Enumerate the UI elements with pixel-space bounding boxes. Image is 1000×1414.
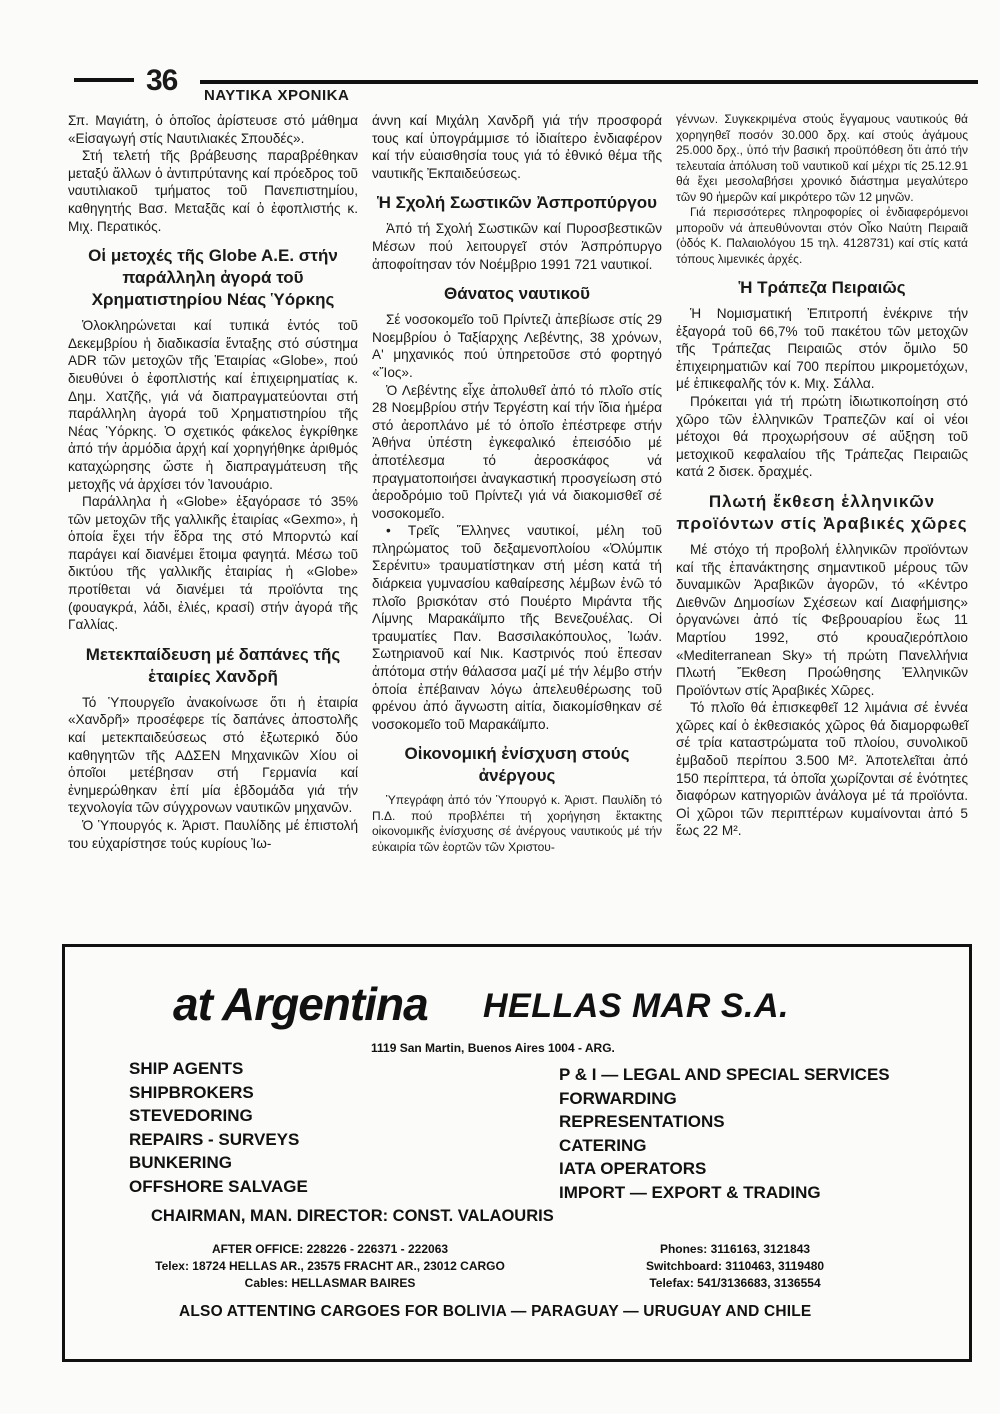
paragraph: Ὁ Λεβέντης εἶχε ἀπολυθεῖ ἀπό τό πλοῖο στίς 28 Νοεμβρίου στήν Τεργέστη καί τήν ἴδια ἡμέρα στό ἀεροπλάνο μέ τό ὁποῖο ἐπέστρεφε στήν Ἀθήνα ὑπέστη ἐγκεφαλικό ἐπεισόδιο μέ ἀποτέλεσμα τό ἀεροσκάφος νά πραγματοποιήσει ἀναγκαστική προσγείωση στό ἀεροδρόμιο τοῦ Πρίντεζι γιά νά διακομισθεῖ σέ νοσοκομεῖο. [372, 382, 662, 521]
ad-after-office: AFTER OFFICE: 228226 - 226371 - 222063 [211, 1242, 449, 1256]
paragraph: Τό Ὑπουργεῖο ἀνακοίνωσε ὅτι ἡ ἑταιρία «Χανδρῆ» προσέφερε τίς δαπάνες ἀποστολῆς καί μετεκπαιδεύσεως στό ἐξωτερικό δύο καθηγητῶν τῆς ΑΔΣΕΝ Μηχανικῶν Χίου οἱ ὁποῖοι μετέβησαν στή Γερμανία καί ἐνημερώθηκαν ἐπί μία ἑβδομάδα γιά τήν τεχνολογία τῶν σύγχρονων ναυτικῶν μηχανῶν. [68, 694, 358, 816]
paragraph: γέννων. Συγκεκριμένα στούς ἔγγαμους ναυτικούς θά χορηγηθεῖ ποσόν 30.000 δρχ. καί στούς ἀγάμους 25.000 δρχ., ὑπό τήν βασική προϋπόθεση ὅτι ἀπό τήν τελευταία ἀπόλυση τοῦ ναυτικοῦ καί μέχρι τίς 25.12.91 θά ἔχει μεσολαβήσει χρονικό διάστημα μεγαλύτερο τῶν 90 ἡμερῶν καί μικρότερο τῶν 12 μηνῶν. [676, 112, 968, 204]
paragraph: Μέ στόχο τή προβολή ἑλληνικῶν προϊόντων καί τῆς ἐπανάκτησης σημαντικοῦ μέρους τῶν δυναμικῶν Ἀραβικῶν ἀγορῶν, τό «Κέντρο Διεθνῶν Δημοσίων Σχέσεων καί Διαφήμισης» ὀργανώνει ἀπό τίς Φεβρουαρίου ἕως 11 Μαρτίου 1992, στό κρουαζιερόπλοιο «Mediterranean Sky» τή πρώτη Πανελλήνια Πλωτή Ἔκθεση Προώθησης Ἑλληνικῶν Προϊόντων στίς Ἀραβικές Χῶρες. [676, 541, 968, 698]
article-title-death: Θάνατος ναυτικοῦ [444, 284, 590, 304]
ad-telefax: Telefax: 541/3136683, 3136554 [649, 1276, 821, 1290]
list-item: CATERING [559, 1135, 647, 1155]
ad-telex: Telex: 18724 HELLAS AR., 23575 FRACHT AR., 23012 CARGO [155, 1259, 505, 1273]
ad-chairman: CHAIRMAN, MAN. DIRECTOR: CONST. VALAOURIS [151, 1207, 554, 1225]
paragraph: άννη καί Μιχάλη Χανδρῆ γιά τήν προσφορά τους καί ὑπογράμμισε τό ἰδιαίτερο ἐνδιαφέρον καί τήν εὐαισθησία τους γιά τό ἐθνικό θέμα τῆς ναυτικῆς Ἐκπαιδεύσεως. [372, 113, 662, 181]
list-item: FORWARDING [559, 1088, 677, 1108]
paragraph: • Τρεῖς Ἕλληνες ναυτικοί, μέλη τοῦ πληρώματος τοῦ δεξαμενοπλοίου «Ὀλύμπικ Σερένιτυ» τραυματίστηκαν στή μέση κατά τή διάρκεια γυμνασίου καθαίρεσης λέμβων ἐνῶ τό πλοῖο βρισκόταν στό Πουέρτο Μιράντα τῆς Λίμνης Μαρακάϊμπο τῆς Βενεζουέλας. Οἱ τραυματίες Παν. Βασσιλακόπουλος, Ἰωάν. Σωτηριανοῦ καί Νικ. Καστρινός πού ἔπεσαν ἀπότομα στήν θάλασσα μαζί μέ τήν λέμβο στήν ὁποία ἐπέβαιναν λόγω ἀπελευθέρωσης τοῦ φρένου ἀπό ἄγνωστη αἰτία, διακομίσθηκαν σέ νοσοκομεῖο τοῦ Μαρακάϊμπο. [372, 523, 662, 732]
ad-location: at Argentina [173, 978, 428, 1030]
header-rule-right [200, 80, 978, 84]
paragraph: Ὑπεγράφη ἀπό τόν Ὑπουργό κ. Ἀριστ. Παυλίδη τό Π.Δ. πού προβλέπει τή χορήγηση ἔκτακτης οἰκονομικῆς ἐνίσχυσης σέ ἀνέργους ναυτικούς μέ τήν εὐκαιρία τῶν ἑορτῶν τῶν Χριστου- [372, 793, 662, 854]
list-item: REPRESENTATIONS [559, 1112, 725, 1131]
publication-name: ΝΑΥΤΙΚΑ ΧΡΟΝΙΚΑ [204, 87, 350, 104]
ad-phones: Phones: 3116163, 3121843 [659, 1242, 811, 1256]
list-item: P & I — LEGAL AND SPECIAL SERVICES [559, 1065, 890, 1084]
column-1 [68, 112, 358, 852]
list-item: OFFSHORE SALVAGE [129, 1176, 308, 1196]
ad-company-name: HELLAS MAR S.A. [483, 987, 789, 1025]
page-number: 36 [146, 64, 178, 97]
paragraph: Σπ. Μαγιάτη, ὁ ὁποῖος ἀρίστευσε στό μάθημα «Εἰσαγωγή στίς Ναυτιλιακές Σπουδές». [68, 113, 358, 146]
paragraph: Ἀπό τή Σχολή Σωστικῶν καί Πυροσβεστικῶν Μέσων πού λειτουργεῖ στόν Ἀσπρόπυργο ἀποφοίτησαν τόν Νοέμβριο 1991 721 ναυτικοί. [372, 221, 662, 272]
article-title-school: Ἡ Σχολή Σωστικῶν Ἀσπροπύργου [376, 193, 657, 213]
paragraph: Σέ νοσοκομεῖο τοῦ Πρίντεζι ἀπεβίωσε στίς 29 Νοεμβρίου ὁ Ταξίαρχης Λεβέντης, 38 χρόνων, Α' μηχανικός πού ὑπηρετοῦσε στό φορτηγό «Ἴος». [372, 312, 662, 380]
list-item: IATA OPERATORS [559, 1159, 707, 1178]
ad-services-right [559, 1063, 890, 1204]
paragraph: Ὁλοκληρώνεται καί τυπικά ἐντός τοῦ Δεκεμβρίου ἡ διαδικασία ἔνταξης στό σύστημα ADR τῶν μετοχῶν τῆς Ἑταιρίας «Globe», πού διευθύνει ὁ ἐφοπλιστής καί ἐπιχειρηματίας κ. Δημ. Χατζῆς, γιά νά διαπραγματεύονται στή παράλληλη ἀγορά τοῦ Χρηματιστηρίου τῆς Νέας Ὑόρκης. Ὁ σχετικός φάκελος ἐγκρίθηκε ἀπό τήν ἁρμόδια ἀρχή καί χορηγήθηκε ἀριθμός καταχώρησης ὥστε ἡ διαπραγμάτευση τῆς μετοχῆς νά ἀρχίσει τόν Ἰανουάριο. [68, 318, 358, 492]
article-title-aid: Οἰκονομική ἐνίσχυση στούς ἀνέργους [404, 744, 630, 786]
ad-footer: ALSO ATTENTING CARGOES FOR BOLIVIA — PARAGUAY — URUGUAY AND CHILE [179, 1303, 812, 1320]
column-3 [676, 112, 968, 840]
ad-cables: Cables: HELLASMAR BAIRES [244, 1276, 416, 1290]
advertisement [62, 944, 972, 1362]
ad-contacts-right [585, 1241, 885, 1292]
paragraph: Στή τελετή τῆς βράβευσης παραβρέθηκαν μεταξύ ἄλλων ὁ ἀντιπρύτανης καί πρόεδρος τοῦ ναυτιλιακοῦ τμήματος τοῦ Πανεπιστημίου, καθηγητής Βασ. Μεταξᾶς καί ὁ ἐφοπλιστής κ. Μιχ. Περατικός. [68, 148, 358, 234]
column-2 [372, 112, 662, 855]
article-title-bank: Ἡ Τράπεζα Πειραιῶς [738, 278, 906, 297]
list-item: REPAIRS - SURVEYS [129, 1129, 300, 1149]
article-title-xandri: Μετεκπαίδευση μέ δαπάνες τῆς ἑταιρίες Χανδρῆ [85, 644, 341, 686]
paragraph: Ὁ Ὑπουργός κ. Ἀριστ. Παυλίδης μέ ἐπιστολή του εὐχαρίστησε τούς κυρίους Ἰω- [68, 818, 358, 851]
list-item: SHIPBROKERS [129, 1082, 254, 1102]
paragraph: Τό πλοῖο θά ἐπισκεφθεῖ 12 λιμάνια σέ ἐννέα χῶρες καί ὁ ἐκθεσιακός χῶρος θά διαμορφωθεῖ σέ τρία καταστρώματα τοῦ πλοίου, συνολικοῦ ἐμβαδοῦ περίπου 3.500 Μ². Ἀποτελεῖται ἀπό 150 περίπτερα, τά ὁποῖα χωρίζονται σέ ἑνότητες διαφόρων κατηγοριῶν ἀνάλογα μέ τά προϊόντα. Οἱ χῶροι τῶν περιπτέρων κυμαίνονται ἀπό 5 ἕως 22 Μ². [676, 700, 968, 839]
article-title-globe: Οἱ μετοχές τῆς Globe A.E. στήν παράλληλη ἀγορά τοῦ Χρηματιστηρίου Νέας Ὑόρκης [88, 246, 338, 310]
ad-switchboard: Switchboard: 3110463, 3119480 [645, 1259, 825, 1273]
list-item: STEVEDORING [129, 1106, 253, 1125]
ad-address: 1119 San Martin, Buenos Aires 1004 - ARG. [371, 1041, 615, 1055]
article-title-expo: Πλωτή ἔκθεση ἑλληνικῶν προϊόντων στίς Ἀραβικές χῶρες [676, 491, 968, 533]
list-item: SHIP AGENTS [129, 1059, 244, 1078]
header-rule-left [74, 78, 134, 82]
list-item: BUNKERING [129, 1153, 232, 1172]
paragraph: Πρόκειται γιά τή πρώτη ἰδιωτικοποίηση στό χῶρο τῶν ἑλληνικῶν Τραπεζῶν καί οἱ νέοι μέτοχοι θά προχωρήσουν σέ αὔξηση τοῦ μετοχικοῦ κεφαλαίου τῆς Τράπεζας Πειραιῶς κατά 2 δισεκ. δραχμές. [676, 393, 968, 480]
ad-services-left [129, 1057, 308, 1198]
ad-contacts-left [135, 1241, 525, 1292]
paragraph: Γιά περισσότερες πληροφορίες οἱ ἐνδιαφερόμενοι μποροῦν νά ἀπευθύνονται στόν Οἶκο Ναύτη Πειραιᾶ (ὁδός Κ. Παλαιολόγου 15 τηλ. 4128731) καί στίς κατά τόπους λιμενικές ἀρχές. [676, 205, 968, 266]
paragraph: Παράλληλα ἡ «Globe» ἐξαγόρασε τό 35% τῶν μετοχῶν τῆς γαλλικῆς ἑταιρίας «Gexmo», ἡ ὁποία ἔχει τήν ἕδρα της στό Μπορντώ καί παράγει καί διανέμει ἕτοιμα φαγητά. Μέσω τοῦ δικτύου τῆς γαλλικῆς ἑταιρίας ἡ «Globe» προτίθεται νά διανέμει τά προϊόντα της (φουαγκρά, λάδι, ἐλιές, κρασί) στήν ἀγορά τῆς Γαλλίας. [68, 494, 358, 633]
paragraph: Ἡ Νομισματική Ἐπιτροπή ἐνέκρινε τήν ἐξαγορά τοῦ 66,7% τοῦ πακέτου τῶν μετοχῶν τῆς Τράπεζας Πειραιῶς στόν ὅμιλο 50 ἐπιχειρηματιῶν καί 700 περίπου μικρομετόχων, μέ ἐπικεφαλῆς τόν κ. Μιχ. Σάλλα. [676, 306, 968, 392]
list-item: IMPORT — EXPORT & TRADING [559, 1182, 821, 1202]
